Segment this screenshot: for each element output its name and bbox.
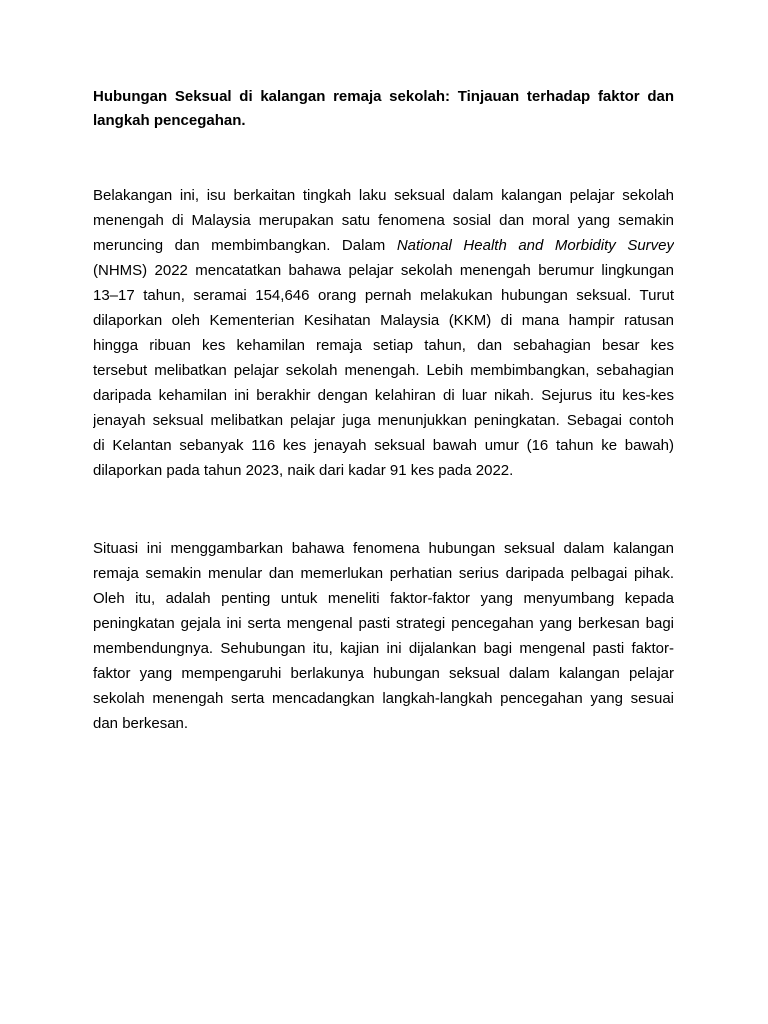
paragraph-line: hingga ribuan kes kehamilan remaja setiap tahun, dan sebahagian besar kes bbox=[93, 337, 674, 354]
paragraph-line: jenayah seksual melibatkan pelajar juga menunjukkan peningkatan. Sebagai contoh bbox=[93, 412, 674, 429]
paragraph-line: dilaporkan pada tahun 2023, naik dari kadar 91 kes pada 2022. bbox=[93, 462, 514, 479]
paragraph-line: remaja semakin menular dan memerlukan perhatian serius daripada pelbagai pihak. bbox=[93, 565, 674, 582]
paragraph-text: meruncing dan membimbangkan. Dalam bbox=[93, 237, 397, 254]
paragraph-line: Oleh itu, adalah penting untuk meneliti faktor-faktor yang menyumbang kepada bbox=[93, 590, 674, 607]
paragraph-line: peningkatan gejala ini serta mengenal pasti strategi pencegahan yang berkesan bagi bbox=[93, 615, 674, 632]
paragraph-line: di Kelantan sebanyak 116 kes jenayah seksual bawah umur (16 tahun ke bawah) bbox=[93, 437, 674, 454]
document-title bbox=[93, 85, 674, 133]
paragraph-line: membendungnya. Sehubungan itu, kajian ini dijalankan bagi mengenal pasti faktor- bbox=[93, 640, 674, 657]
title-line: Hubungan Seksual di kalangan remaja sekolah: Tinjauan terhadap faktor dan bbox=[93, 88, 674, 105]
paragraph-background bbox=[93, 183, 674, 483]
paragraph-line bbox=[93, 233, 674, 258]
paragraph-situation bbox=[93, 536, 674, 736]
paragraph-line: menengah di Malaysia merupakan satu fenomena sosial dan moral yang semakin bbox=[93, 212, 674, 229]
paragraph-line: faktor yang mempengaruhi berlakunya hubungan seksual dalam kalangan pelajar bbox=[93, 665, 674, 682]
paragraph-line: dilaporkan oleh Kementerian Kesihatan Malaysia (KKM) di mana hampir ratusan bbox=[93, 312, 674, 329]
paragraph-line: daripada kehamilan ini berakhir dengan kelahiran di luar nikah. Sejurus itu kes-kes bbox=[93, 387, 674, 404]
paragraph-line: (NHMS) 2022 mencatatkan bahawa pelajar sekolah menengah berumur lingkungan bbox=[93, 262, 674, 279]
paragraph-line: sekolah menengah serta mencadangkan langkah-langkah pencegahan yang sesuai bbox=[93, 690, 674, 707]
paragraph-line: dan berkesan. bbox=[93, 715, 189, 732]
paragraph-line: Situasi ini menggambarkan bahawa fenomena hubungan seksual dalam kalangan bbox=[93, 540, 674, 557]
title-line: langkah pencegahan. bbox=[93, 112, 246, 129]
survey-name-italic: National Health and Morbidity Survey bbox=[396, 237, 674, 254]
paragraph-line: Belakangan ini, isu berkaitan tingkah laku seksual dalam kalangan pelajar sekolah bbox=[93, 187, 674, 204]
paragraph-line: tersebut melibatkan pelajar sekolah menengah. Lebih membimbangkan, sebahagian bbox=[93, 362, 674, 379]
paragraph-line: 13–17 tahun, seramai 154,646 orang pernah melakukan hubungan seksual. Turut bbox=[93, 287, 674, 304]
